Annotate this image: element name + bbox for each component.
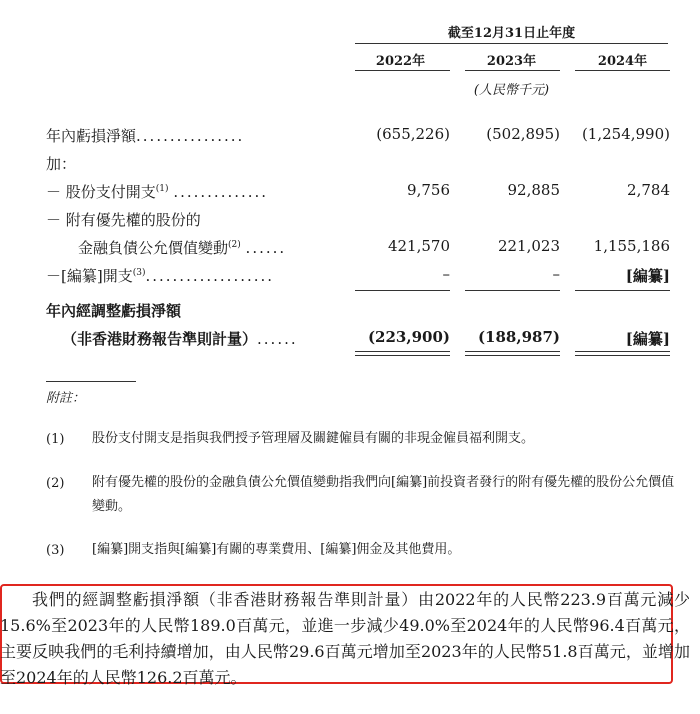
period-header: 截至12月31日止年度	[447, 26, 576, 41]
value-net-loss-2023: (502,895)	[486, 125, 560, 143]
total-double-rule-2023	[465, 351, 560, 356]
year-header-2023: 2023年	[486, 54, 537, 69]
value-adjusted-2022: (223,900)	[367, 328, 450, 346]
year-rule-2022	[355, 70, 450, 71]
value-fair-value-2024: 1,155,186	[593, 237, 670, 255]
value-share-based-2024: 2,784	[627, 181, 670, 199]
note-text-1: 股份支付開支是指與我們授予管理層及關鍵僱員有關的非現金僱員福利開支。	[92, 431, 535, 446]
header-rule	[355, 43, 668, 44]
year-header-2022: 2022年	[375, 54, 426, 69]
value-net-loss-2022: (655,226)	[376, 125, 450, 143]
row-label-listing-expenses: －[編纂]開支$^{(3)}$...................	[46, 267, 275, 285]
value-fair-value-2023: 221,023	[497, 237, 560, 255]
total-double-rule-2024	[575, 351, 670, 356]
value-fair-value-2022: 421,570	[387, 237, 450, 255]
note-number-2: (2)	[46, 476, 65, 491]
row-label-adjusted-net-loss: 年內經調整虧損淨額	[46, 302, 182, 320]
value-adjusted-2024: [編纂]	[625, 330, 670, 348]
note-text-2: 附有優先權的股份的金融負債公允價值變動指我們向[編纂]前投資者發行的附有優先權的股份公允價值變動。	[92, 475, 675, 514]
value-net-loss-2024: (1,254,990)	[581, 125, 670, 143]
row-label-non-hkfrs: （非香港財務報告準則計量）......	[62, 330, 298, 348]
notes-separator	[46, 381, 136, 382]
total-double-rule-2022	[355, 351, 450, 356]
subtotal-rule-2024	[575, 290, 670, 291]
value-listing-2024: [編纂]	[625, 267, 670, 285]
note-number-3: (3)	[46, 543, 65, 558]
row-label-add: 加：	[46, 155, 77, 173]
row-label-preferred-shares: － 附有優先權的股份的	[46, 211, 201, 229]
value-listing-2023: –	[552, 265, 560, 283]
row-label-net-loss: 年內虧損淨額................	[46, 127, 245, 145]
summary-paragraph: 我們的經調整虧損淨額（非香港財務報告準則計量）由2022年的人民幣223.9百萬元減少15.6%至2023年的人民幣189.0百萬元，並進一步減少49.0%至2024年的人民幣96.4百萬元，主要反映我們的毛利持續增加，由人民幣29.6百萬元增加至2023年的人民幣51.8百萬元，並增加至2024年的人民幣126.2百萬元。	[0, 590, 690, 687]
year-rule-2023	[465, 70, 560, 71]
notes-title: 附註：	[46, 391, 86, 406]
value-share-based-2023: 92,885	[507, 181, 560, 199]
note-text-3: [編纂]開支指與[編纂]有關的專業費用、[編纂]佣金及其他費用。	[92, 542, 461, 557]
value-share-based-2022: 9,756	[407, 181, 450, 199]
unit-label: (人民幣千元)	[473, 83, 550, 98]
subtotal-rule-2022	[355, 290, 450, 291]
row-label-share-based: － 股份支付開支$^{(1)}$ ..............	[46, 183, 269, 201]
value-listing-2022: –	[442, 265, 450, 283]
note-number-1: (1)	[46, 432, 65, 447]
year-rule-2024	[575, 70, 670, 71]
subtotal-rule-2023	[465, 290, 560, 291]
row-label-fair-value-change: 金融負債公允價值變動$^{(2)}$ ......	[78, 239, 287, 257]
value-adjusted-2023: (188,987)	[477, 328, 560, 346]
year-header-2024: 2024年	[597, 54, 648, 69]
